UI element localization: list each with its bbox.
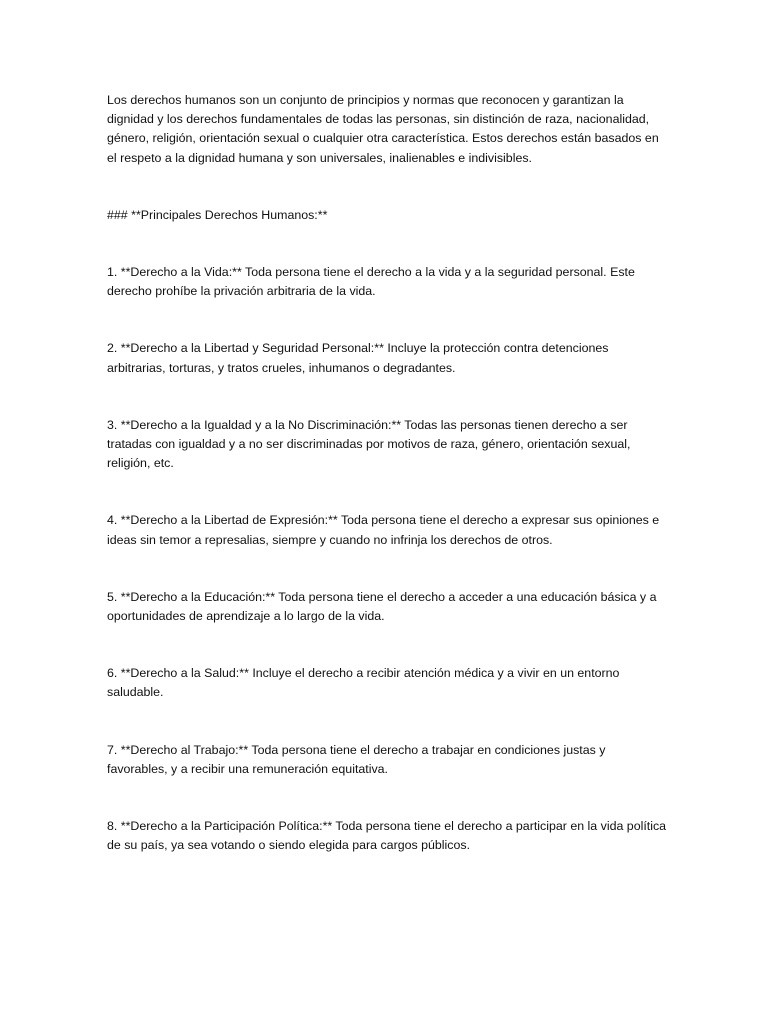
- right-item-3: 3. **Derecho a la Igualdad y a la No Discriminación:** Todas las personas tienen derecho a ser tratadas con igualdad y a no ser discriminadas por motivos de raza, género, orientación sexual, religión, etc.: [107, 417, 631, 471]
- document-body: [107, 91, 667, 893]
- right-item-1: 1. **Derecho a la Vida:** Toda persona tiene el derecho a la vida y a la seguridad personal. Este derecho prohíbe la privación arbitraria de la vida.: [107, 265, 635, 299]
- section-heading: ### **Principales Derechos Humanos:**: [107, 207, 328, 222]
- right-item-8: 8. **Derecho a la Participación Política:** Toda persona tiene el derecho a participar en la vida política de su país, ya sea votando o siendo elegida para cargos públicos.: [107, 819, 667, 853]
- right-item-4: 4. **Derecho a la Libertad de Expresión:** Toda persona tiene el derecho a expresar sus opiniones e ideas sin temor a represalias, siempre y cuando no infrinja los derechos de otros.: [107, 513, 660, 547]
- right-item-6: 6. **Derecho a la Salud:** Incluye el derecho a recibir atención médica y a vivir en un entorno saludable.: [107, 666, 620, 700]
- right-item-5: 5. **Derecho a la Educación:** Toda persona tiene el derecho a acceder a una educación básica y a oportunidades de aprendizaje a lo largo de la vida.: [107, 589, 657, 624]
- right-item-2: 2. **Derecho a la Libertad y Seguridad Personal:** Incluye la protección contra detenciones arbitrarias, torturas, y tratos crueles, inhumanos o degradantes.: [107, 341, 609, 375]
- right-item-7: 7. **Derecho al Trabajo:** Toda persona tiene el derecho a trabajar en condiciones justas y favorables, y a recibir una remuneración equitativa.: [107, 742, 606, 776]
- intro-paragraph: Los derechos humanos son un conjunto de principios y normas que reconocen y garantizan la dignidad y los derechos fundamentales de todas las personas, sin distinción de raza, nacionalidad, género, religión, orientación sexual o cualquier otra característica. Estos derechos están basados en el respeto a la dignidad humana y son universales, inalienables e indivisibles.: [107, 93, 659, 165]
